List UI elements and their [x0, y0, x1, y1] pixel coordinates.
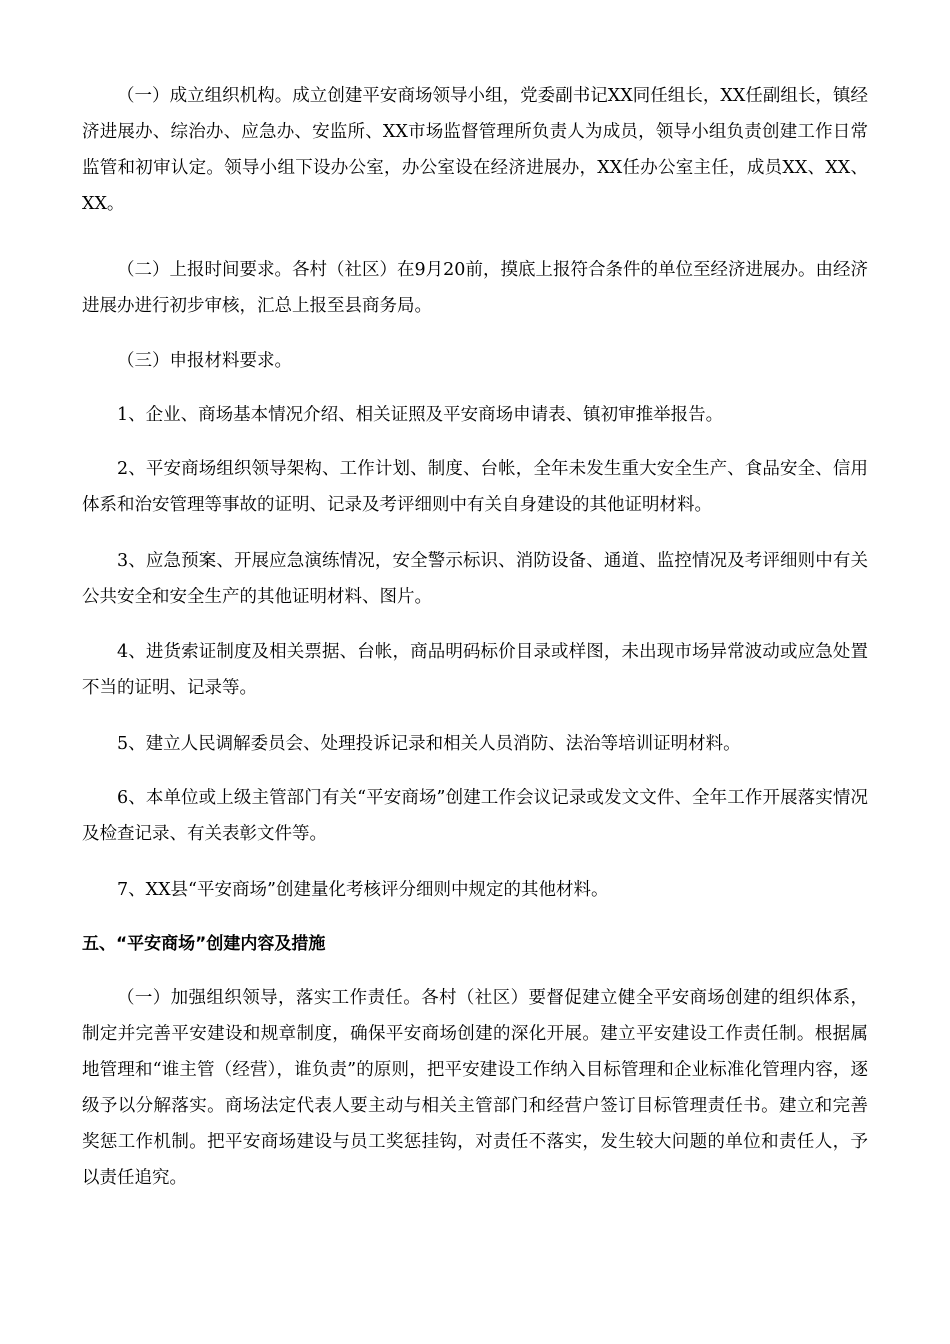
list-item-material-5: 5、建立人民调解委员会、处理投诉记录和相关人员消防、法治等培训证明材料。 — [117, 734, 741, 754]
paragraph-organization: （一）成立组织机构。成立创建平安商场领导小组，党委副书记XX同任组长，XX任副组长，镇经济进展办、综治办、应急办、安监所、XX市场监督管理所负责人为成员，领导小组负责创建工作日常监管和初审认定。领导小组下设办公室，办公室设在经济进展办，XX任办公室主任，成员XX、XX、XX。 — [82, 86, 868, 214]
list-item-material-4: 4、进货索证制度及相关票据、台帐，商品明码标价目录或样图，未出现市场异常波动或应急处置不当的证明、记录等。 — [82, 642, 868, 698]
list-item-material-7: 7、XX县“平安商场”创建量化考核评分细则中规定的其他材料。 — [117, 880, 609, 900]
paragraph-leadership: （一）加强组织领导，落实工作责任。各村（社区）要督促建立健全平安商场创建的组织体系，制定并完善平安建设和规章制度，确保平安商场创建的深化开展。建立平安建设工作责任制。根据属地管理和“谁主管（经营），谁负责”的原则，把平安建设工作纳入目标管理和企业标准化管理内容，逐级予以分解落实。商场法定代表人要主动与相关主管部门和经营户签订目标管理责任书。建立和完善奖惩工作机制。把平安商场建设与员工奖惩挂钩，对责任不落实，发生较大问题的单位和责任人，予以责任追究。 — [82, 988, 868, 1188]
section-heading: 五、“平安商场”创建内容及措施 — [82, 934, 326, 954]
list-item-material-2: 2、平安商场组织领导架构、工作计划、制度、台帐，全年未发生重大安全生产、食品安全、信用体系和治安管理等事故的证明、记录及考评细则中有关自身建设的其他证明材料。 — [82, 459, 868, 515]
list-item-material-6: 6、本单位或上级主管部门有关“平安商场”创建工作会议记录或发文文件、全年工作开展落实情况及检查记录、有关表彰文件等。 — [82, 788, 868, 844]
paragraph-materials-heading: （三）申报材料要求。 — [117, 351, 292, 371]
list-item-material-3: 3、应急预案、开展应急演练情况，安全警示标识、消防设备、通道、监控情况及考评细则中有关公共安全和安全生产的其他证明材料、图片。 — [82, 551, 868, 607]
paragraph-report-time: （二）上报时间要求。各村（社区）在9月20前，摸底上报符合条件的单位至经济进展办。由经济进展办进行初步审核，汇总上报至县商务局。 — [82, 260, 868, 316]
list-item-material-1: 1、企业、商场基本情况介绍、相关证照及平安商场申请表、镇初审推举报告。 — [117, 405, 724, 425]
